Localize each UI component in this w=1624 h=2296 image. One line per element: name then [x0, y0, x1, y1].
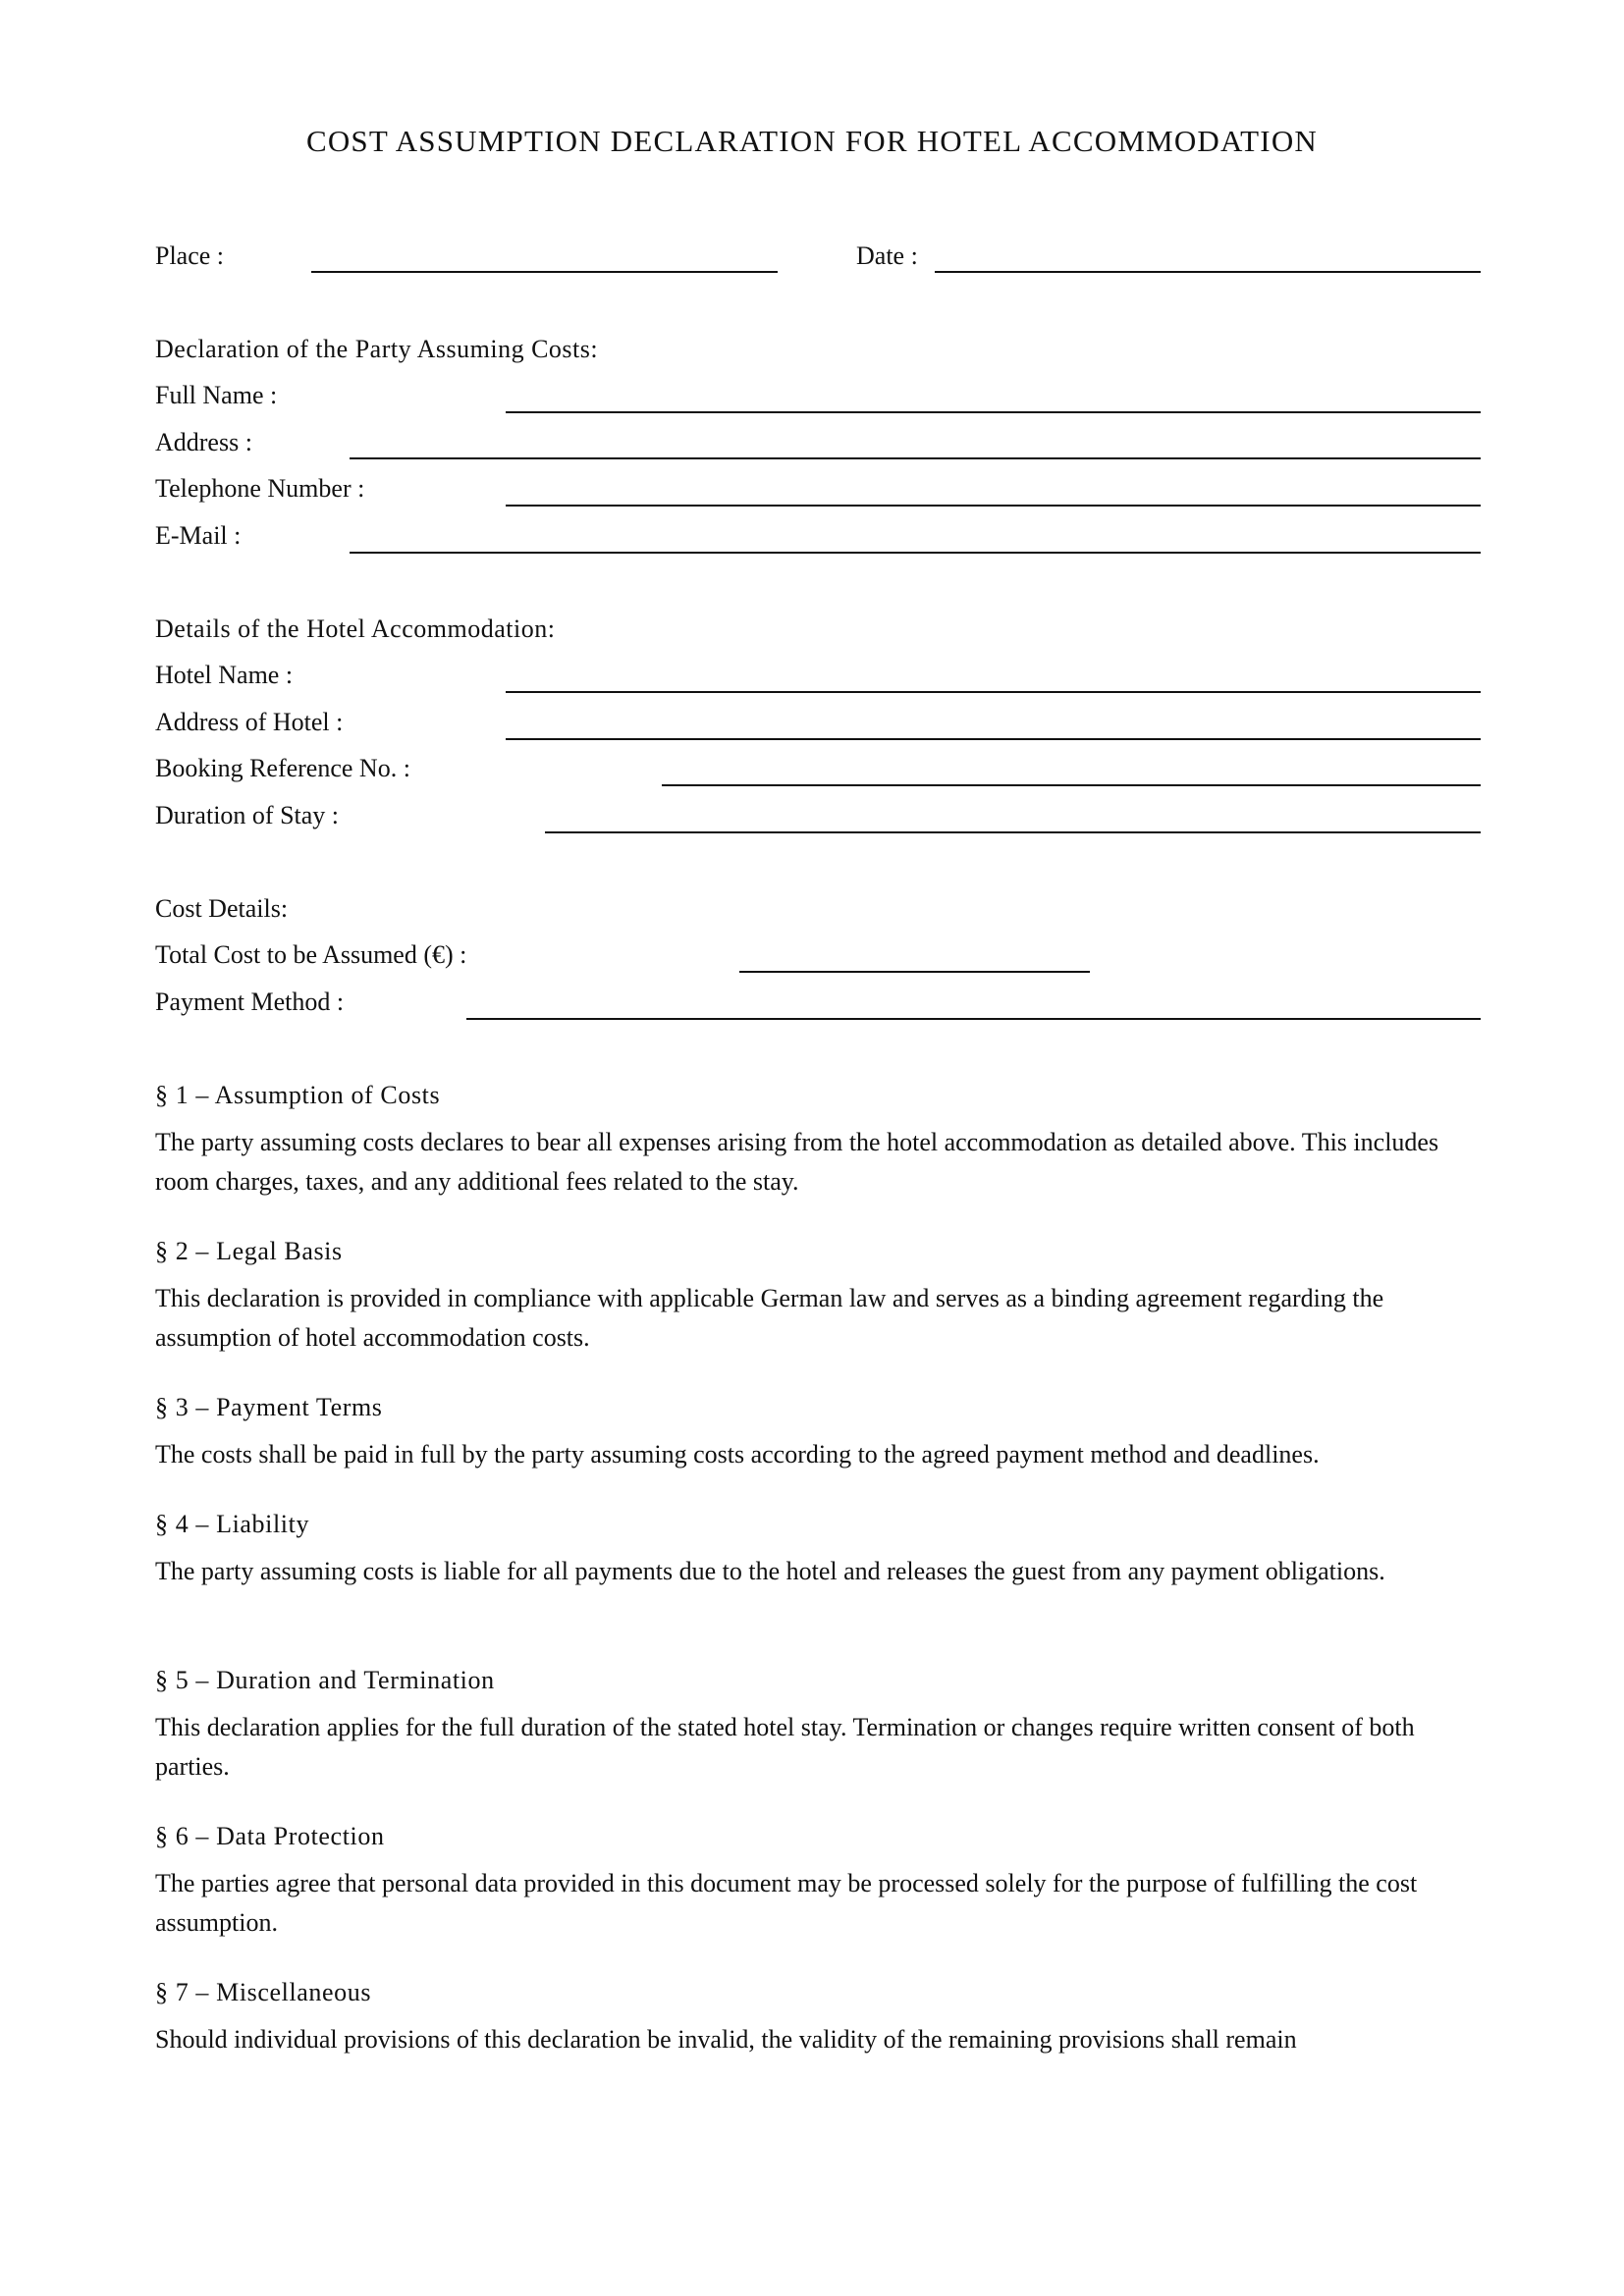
place-field[interactable]: [311, 271, 778, 273]
section-7-text: Should individual provisions of this declaration be invalid, the validity of the remaining provisions shall remain: [155, 2025, 1297, 2054]
payment-method-field[interactable]: [466, 1018, 1481, 1020]
full-name-label: Full Name :: [155, 381, 278, 409]
hotel-heading: Details of the Hotel Accommodation:: [155, 614, 556, 643]
section-5-heading: § 5 – Duration and Termination: [155, 1666, 495, 1694]
section-4-heading: § 4 – Liability: [155, 1510, 310, 1538]
telephone-label: Telephone Number :: [155, 474, 365, 503]
cost-heading: Cost Details:: [155, 894, 289, 923]
total-cost-field[interactable]: [739, 971, 1090, 973]
section-7-heading: § 7 – Miscellaneous: [155, 1978, 372, 2006]
place-label: Place :: [155, 241, 225, 270]
hotel-address-field[interactable]: [506, 738, 1481, 740]
booking-reference-label: Booking Reference No. :: [155, 754, 410, 782]
hotel-name-label: Hotel Name :: [155, 661, 294, 689]
booking-reference-field[interactable]: [662, 784, 1481, 786]
section-6-text: The parties agree that personal data provided in this document may be processed solely for the purpose of fulfilling the cost assumption.: [155, 1869, 1418, 1937]
date-field[interactable]: [935, 271, 1481, 273]
full-name-field[interactable]: [506, 411, 1481, 413]
email-field[interactable]: [350, 552, 1481, 554]
total-cost-label: Total Cost to be Assumed (€) :: [155, 940, 467, 969]
section-1-heading: § 1 – Assumption of Costs: [155, 1081, 441, 1109]
section-3-heading: § 3 – Payment Terms: [155, 1393, 383, 1421]
address-field[interactable]: [350, 457, 1481, 459]
section-5-text: This declaration applies for the full duration of the stated hotel stay. Termination or changes require written consent of both parties.: [155, 1713, 1415, 1781]
address-label: Address :: [155, 428, 252, 456]
document-title: COST ASSUMPTION DECLARATION FOR HOTEL ACCOMMODATION: [305, 124, 1319, 158]
section-2-text: This declaration is provided in compliance with applicable German law and serves as a binding agreement regarding the assumption of hotel accommodation costs.: [155, 1284, 1384, 1352]
section-3-text: The costs shall be paid in full by the party assuming costs according to the agreed payment method and deadlines.: [155, 1440, 1320, 1468]
telephone-field[interactable]: [506, 505, 1481, 507]
section-6-heading: § 6 – Data Protection: [155, 1822, 385, 1850]
hotel-address-label: Address of Hotel :: [155, 708, 344, 736]
email-label: E-Mail :: [155, 521, 242, 550]
section-1-text: The party assuming costs declares to bear all expenses arising from the hotel accommodation as detailed above. This includes room charges, taxes, and any additional fees related to the stay.: [155, 1128, 1439, 1196]
section-4-text: The party assuming costs is liable for all payments due to the hotel and releases the guest from any payment obligations.: [155, 1557, 1385, 1585]
hotel-name-field[interactable]: [506, 691, 1481, 693]
duration-label: Duration of Stay :: [155, 801, 340, 829]
payment-method-label: Payment Method :: [155, 988, 345, 1016]
section-2-heading: § 2 – Legal Basis: [155, 1237, 343, 1265]
date-label: Date :: [856, 241, 918, 270]
duration-field[interactable]: [545, 831, 1481, 833]
party-heading: Declaration of the Party Assuming Costs:: [155, 335, 599, 363]
